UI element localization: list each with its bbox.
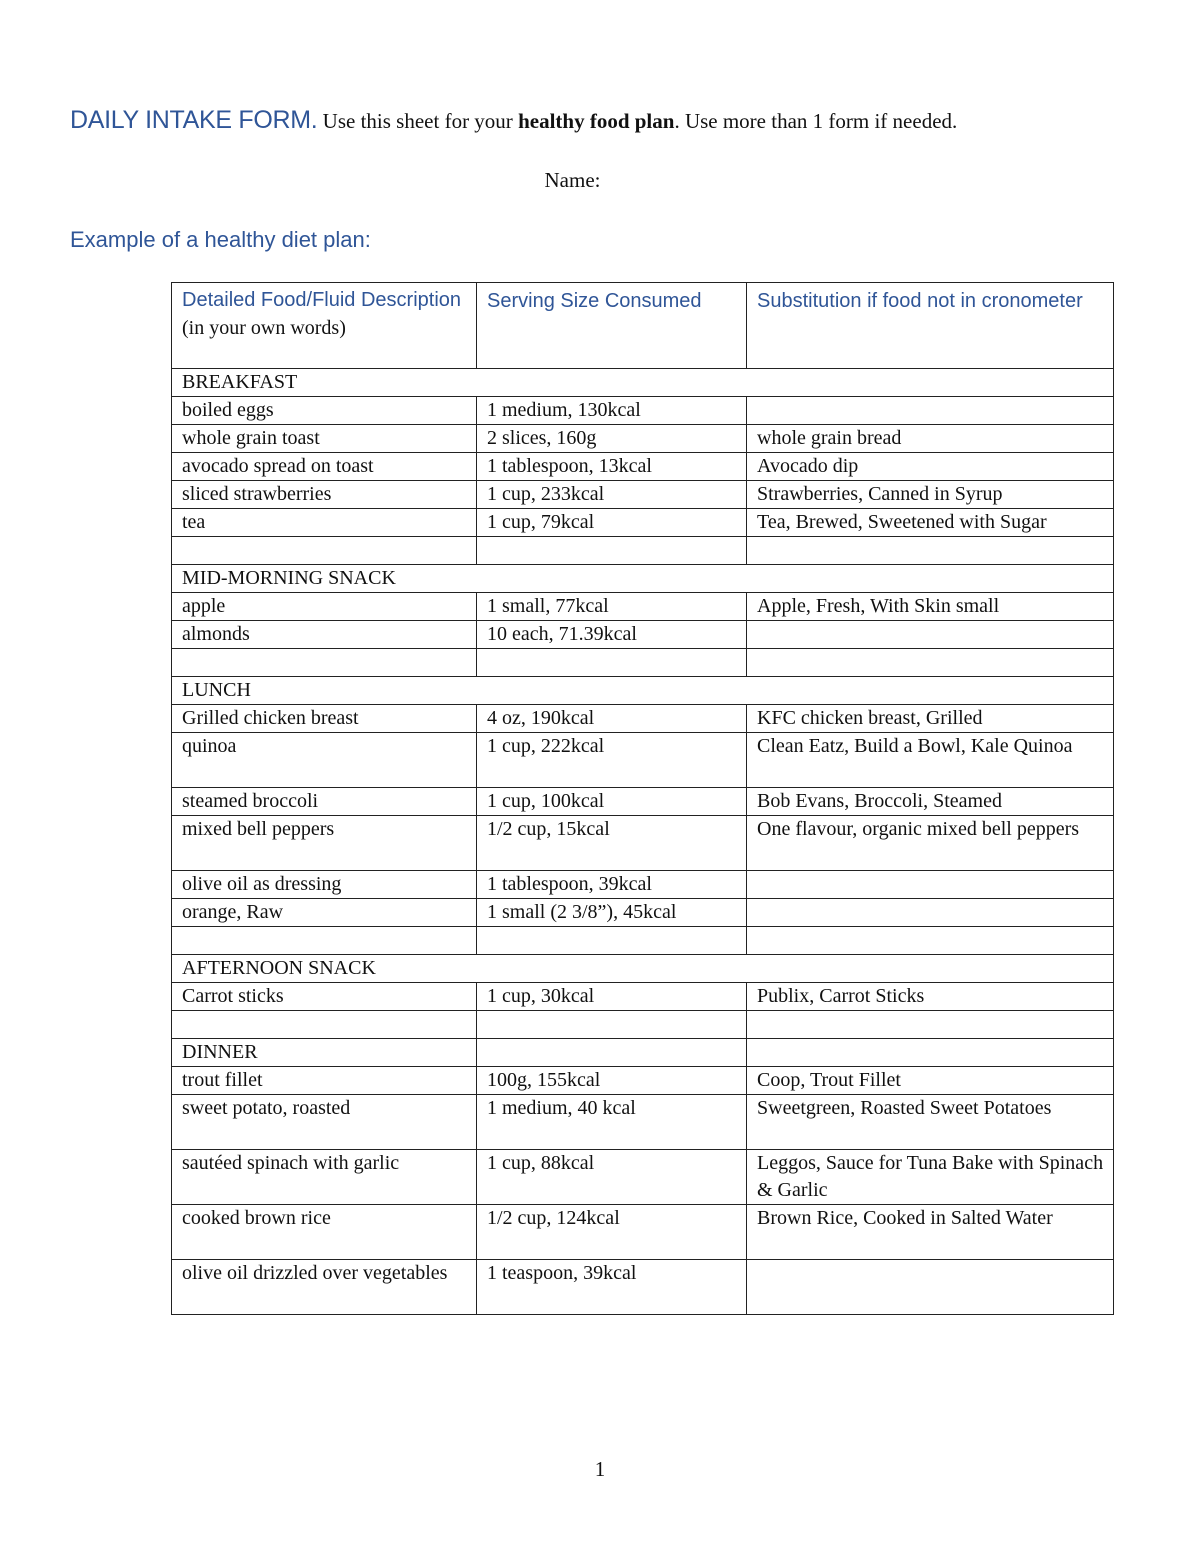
food-cell: olive oil drizzled over vegetables xyxy=(172,1260,477,1315)
section-label: BREAKFAST xyxy=(172,369,1114,397)
blank-cell-substitution xyxy=(747,1011,1114,1039)
serving-cell: 1 small (2 3/8”), 45kcal xyxy=(477,899,747,927)
table-header-row xyxy=(172,283,1114,369)
substitution-cell: Leggos, Sauce for Tuna Bake with Spinach & Garlic xyxy=(747,1150,1114,1205)
section-row xyxy=(172,565,1114,593)
serving-cell: 1 cup, 88kcal xyxy=(477,1150,747,1205)
table-row xyxy=(172,481,1114,509)
substitution-cell: Sweetgreen, Roasted Sweet Potatoes xyxy=(747,1095,1114,1150)
substitution-cell xyxy=(747,397,1114,425)
serving-cell: 1 medium, 130kcal xyxy=(477,397,747,425)
blank-cell-serving xyxy=(477,537,747,565)
substitution-cell: Avocado dip xyxy=(747,453,1114,481)
substitution-cell: Bob Evans, Broccoli, Steamed xyxy=(747,788,1114,816)
substitution-header-label: Substitution if food not in cronometer xyxy=(757,290,1083,312)
page-number: 1 xyxy=(594,1457,606,1481)
section-label: LUNCH xyxy=(172,677,1114,705)
table-row xyxy=(172,593,1114,621)
table-row xyxy=(172,899,1114,927)
food-cell: trout fillet xyxy=(172,1067,477,1095)
blank-row xyxy=(172,537,1114,565)
serving-cell: 1 tablespoon, 13kcal xyxy=(477,453,747,481)
example-heading: Example of a healthy diet plan: xyxy=(70,227,371,252)
section-label: AFTERNOON SNACK xyxy=(172,955,1114,983)
blank-cell-serving xyxy=(477,927,747,955)
column-header-food xyxy=(172,283,477,369)
table-row xyxy=(172,983,1114,1011)
table-row xyxy=(172,733,1114,788)
food-cell: sautéed spinach with garlic xyxy=(172,1150,477,1205)
substitution-cell xyxy=(747,1039,1114,1067)
table-row xyxy=(172,397,1114,425)
substitution-cell: whole grain bread xyxy=(747,425,1114,453)
substitution-cell: Coop, Trout Fillet xyxy=(747,1067,1114,1095)
food-cell: sweet potato, roasted xyxy=(172,1095,477,1150)
substitution-cell: KFC chicken breast, Grilled xyxy=(747,705,1114,733)
blank-cell-serving xyxy=(477,1011,747,1039)
page-heading xyxy=(70,106,1150,135)
table-row xyxy=(172,1205,1114,1260)
blank-cell-food xyxy=(172,537,477,565)
substitution-cell: Apple, Fresh, With Skin small xyxy=(747,593,1114,621)
section-row xyxy=(172,955,1114,983)
food-cell: quinoa xyxy=(172,733,477,788)
table-row xyxy=(172,1150,1114,1205)
substitution-cell: One flavour, organic mixed bell peppers xyxy=(747,816,1114,871)
food-cell: cooked brown rice xyxy=(172,1205,477,1260)
form-title: DAILY INTAKE FORM. xyxy=(70,106,318,134)
table-row xyxy=(172,788,1114,816)
serving-cell: 100g, 155kcal xyxy=(477,1067,747,1095)
food-cell: avocado spread on toast xyxy=(172,453,477,481)
blank-cell-substitution xyxy=(747,537,1114,565)
substitution-cell: Strawberries, Canned in Syrup xyxy=(747,481,1114,509)
food-cell: boiled eggs xyxy=(172,397,477,425)
food-cell: Grilled chicken breast xyxy=(172,705,477,733)
substitution-cell: Publix, Carrot Sticks xyxy=(747,983,1114,1011)
serving-cell xyxy=(477,1039,747,1067)
serving-cell: 1 cup, 100kcal xyxy=(477,788,747,816)
serving-cell: 2 slices, 160g xyxy=(477,425,747,453)
food-cell: olive oil as dressing xyxy=(172,871,477,899)
blank-row xyxy=(172,649,1114,677)
section-row xyxy=(172,369,1114,397)
serving-cell: 1 cup, 30kcal xyxy=(477,983,747,1011)
food-cell: Carrot sticks xyxy=(172,983,477,1011)
serving-cell: 1 small, 77kcal xyxy=(477,593,747,621)
section-row xyxy=(172,677,1114,705)
column-header-substitution xyxy=(747,283,1114,369)
intro-text-after: . Use more than 1 form if needed. xyxy=(674,109,958,133)
table-row xyxy=(172,1260,1114,1315)
substitution-cell xyxy=(747,899,1114,927)
food-cell: DINNER xyxy=(172,1039,477,1067)
table-row xyxy=(172,1067,1114,1095)
table-row xyxy=(172,1095,1114,1150)
table-row xyxy=(172,705,1114,733)
intake-table xyxy=(171,282,1114,1315)
serving-cell: 1 cup, 222kcal xyxy=(477,733,747,788)
table-row xyxy=(172,621,1114,649)
serving-cell: 1 tablespoon, 39kcal xyxy=(477,871,747,899)
serving-cell: 1 cup, 79kcal xyxy=(477,509,747,537)
column-header-serving xyxy=(477,283,747,369)
substitution-cell xyxy=(747,621,1114,649)
serving-cell: 1 cup, 233kcal xyxy=(477,481,747,509)
serving-cell: 10 each, 71.39kcal xyxy=(477,621,747,649)
serving-cell: 1 medium, 40 kcal xyxy=(477,1095,747,1150)
food-cell: whole grain toast xyxy=(172,425,477,453)
substitution-cell: Clean Eatz, Build a Bowl, Kale Quinoa xyxy=(747,733,1114,788)
food-cell: apple xyxy=(172,593,477,621)
table-row xyxy=(172,453,1114,481)
section-label: MID-MORNING SNACK xyxy=(172,565,1114,593)
table-row xyxy=(172,509,1114,537)
table-row xyxy=(172,816,1114,871)
blank-cell-substitution xyxy=(747,649,1114,677)
serving-cell: 1 teaspoon, 39kcal xyxy=(477,1260,747,1315)
blank-cell-food xyxy=(172,1011,477,1039)
table-row xyxy=(172,425,1114,453)
food-cell: almonds xyxy=(172,621,477,649)
food-header-label: Detailed Food/Fluid Description xyxy=(182,289,462,311)
name-label: Name: xyxy=(544,168,601,192)
table-row xyxy=(172,871,1114,899)
table-row xyxy=(172,1039,1114,1067)
food-cell: mixed bell peppers xyxy=(172,816,477,871)
food-cell: tea xyxy=(172,509,477,537)
substitution-cell: Tea, Brewed, Sweetened with Sugar xyxy=(747,509,1114,537)
blank-cell-food xyxy=(172,649,477,677)
food-cell: steamed broccoli xyxy=(172,788,477,816)
blank-row xyxy=(172,927,1114,955)
food-cell: orange, Raw xyxy=(172,899,477,927)
substitution-cell xyxy=(747,1260,1114,1315)
blank-cell-food xyxy=(172,927,477,955)
substitution-cell: Brown Rice, Cooked in Salted Water xyxy=(747,1205,1114,1260)
serving-cell: 1/2 cup, 15kcal xyxy=(477,816,747,871)
intro-text-bold: healthy food plan xyxy=(518,109,675,133)
serving-header-label: Serving Size Consumed xyxy=(487,290,702,312)
serving-cell: 4 oz, 190kcal xyxy=(477,705,747,733)
intro-text-before: Use this sheet for your xyxy=(317,109,519,133)
blank-cell-substitution xyxy=(747,927,1114,955)
food-cell: sliced strawberries xyxy=(172,481,477,509)
food-header-suffix: (in your own words) xyxy=(182,317,346,339)
serving-cell: 1/2 cup, 124kcal xyxy=(477,1205,747,1260)
blank-cell-serving xyxy=(477,649,747,677)
blank-row xyxy=(172,1011,1114,1039)
substitution-cell xyxy=(747,871,1114,899)
